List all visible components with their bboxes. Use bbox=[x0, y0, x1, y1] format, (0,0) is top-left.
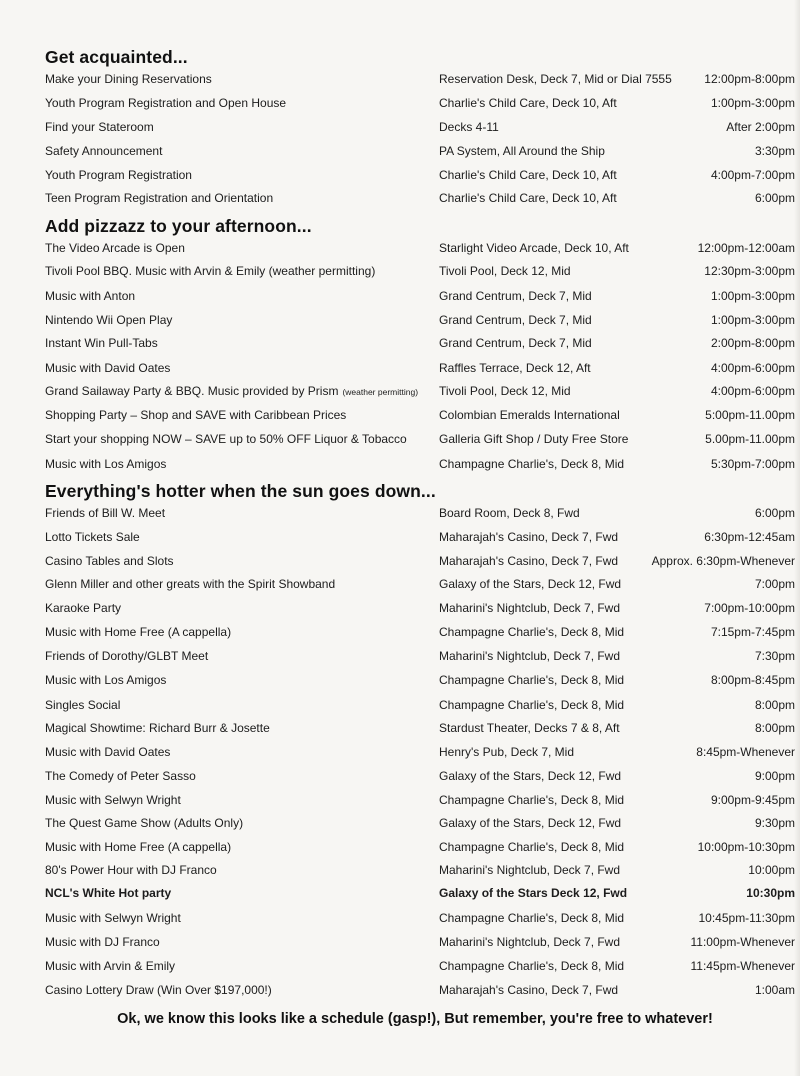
schedule-row bbox=[0, 336, 800, 358]
event-text: Nintendo Wii Open Play bbox=[45, 313, 173, 327]
schedule-row bbox=[0, 168, 800, 190]
event-time: 8:00pm-8:45pm bbox=[710, 673, 795, 687]
schedule-row bbox=[0, 745, 800, 767]
event-text: Casino Lottery Draw (Win Over $197,000!) bbox=[45, 983, 272, 997]
event-location: Starlight Video Arcade, Deck 10, Aft bbox=[439, 241, 629, 255]
schedule-row bbox=[0, 577, 800, 599]
event-name bbox=[45, 408, 346, 422]
schedule-row bbox=[0, 886, 800, 908]
schedule-row bbox=[0, 96, 800, 118]
event-name bbox=[45, 983, 272, 997]
event-time: 12:00pm-12:00am bbox=[697, 241, 795, 255]
event-location: Maharajah's Casino, Deck 7, Fwd bbox=[439, 530, 619, 544]
event-text: Lotto Tickets Sale bbox=[45, 530, 140, 544]
event-location: Galaxy of the Stars, Deck 12, Fwd bbox=[439, 577, 622, 591]
event-time: 6:00pm bbox=[754, 506, 795, 520]
event-name bbox=[45, 886, 171, 900]
schedule-row bbox=[0, 313, 800, 335]
schedule-row bbox=[0, 361, 800, 383]
event-location: Maharajah's Casino, Deck 7, Fwd bbox=[439, 983, 619, 997]
event-name bbox=[45, 457, 166, 471]
schedule-row bbox=[0, 144, 800, 166]
event-note: (weather permitting) bbox=[342, 387, 419, 397]
event-name bbox=[45, 289, 135, 303]
schedule-row bbox=[0, 554, 800, 576]
event-time: After 2:00pm bbox=[726, 120, 795, 134]
event-location: Champagne Charlie's, Deck 8, Mid bbox=[439, 457, 625, 471]
event-time: 11:00pm-Whenever bbox=[690, 935, 795, 949]
event-name bbox=[45, 336, 158, 350]
event-location: Grand Centrum, Deck 7, Mid bbox=[439, 336, 592, 350]
event-location: Grand Centrum, Deck 7, Mid bbox=[439, 313, 592, 327]
event-text: Music with Home Free (A cappella) bbox=[45, 625, 232, 639]
schedule-row bbox=[0, 721, 800, 743]
event-time: Approx. 6:30pm-Whenever bbox=[651, 554, 795, 568]
event-time: 5:00pm-11.00pm bbox=[705, 408, 795, 422]
event-name bbox=[45, 935, 160, 949]
event-text: Tivoli Pool BBQ. Music with Arvin & Emily (weather permitting) bbox=[45, 264, 376, 278]
schedule-row bbox=[0, 120, 800, 142]
schedule-row bbox=[0, 506, 800, 528]
event-text: Instant Win Pull-Tabs bbox=[45, 336, 158, 350]
event-text: Shopping Party – Shop and SAVE with Caribbean Prices bbox=[45, 408, 347, 422]
event-name bbox=[45, 384, 418, 398]
event-time: 1:00am bbox=[754, 983, 795, 997]
event-text: Music with Arvin & Emily bbox=[45, 959, 176, 973]
schedule-row bbox=[0, 384, 800, 406]
schedule-row bbox=[0, 241, 800, 263]
event-text: NCL's White Hot party bbox=[45, 886, 172, 900]
event-location: Champagne Charlie's, Deck 8, Mid bbox=[439, 625, 625, 639]
event-name bbox=[45, 432, 407, 446]
event-text: The Quest Game Show (Adults Only) bbox=[45, 816, 244, 830]
event-name bbox=[45, 649, 208, 663]
event-name bbox=[45, 698, 120, 712]
event-location: Champagne Charlie's, Deck 8, Mid bbox=[439, 673, 625, 687]
event-name bbox=[45, 625, 231, 639]
event-text: Music with Selwyn Wright bbox=[45, 911, 181, 925]
event-location: Galleria Gift Shop / Duty Free Store bbox=[439, 432, 629, 446]
event-location: Champagne Charlie's, Deck 8, Mid bbox=[439, 793, 625, 807]
event-text: The Comedy of Peter Sasso bbox=[45, 769, 196, 783]
event-time: 2:00pm-8:00pm bbox=[710, 336, 795, 350]
event-location: Charlie's Child Care, Deck 10, Aft bbox=[439, 191, 617, 205]
event-text: Make your Dining Reservations bbox=[45, 72, 212, 86]
event-name bbox=[45, 313, 172, 327]
event-location: Champagne Charlie's, Deck 8, Mid bbox=[439, 698, 625, 712]
event-time: 5:30pm-7:00pm bbox=[710, 457, 795, 471]
event-name bbox=[45, 264, 375, 278]
schedule-row bbox=[0, 264, 800, 286]
event-text: Friends of Bill W. Meet bbox=[45, 506, 166, 520]
event-location: Charlie's Child Care, Deck 10, Aft bbox=[439, 168, 617, 182]
event-time: 7:15pm-7:45pm bbox=[710, 625, 795, 639]
event-text: Music with David Oates bbox=[45, 361, 171, 375]
event-location: Charlie's Child Care, Deck 10, Aft bbox=[439, 96, 617, 110]
event-location: Henry's Pub, Deck 7, Mid bbox=[439, 745, 575, 759]
event-time: 7:00pm bbox=[754, 577, 795, 591]
event-time: 10:00pm-10:30pm bbox=[697, 840, 795, 854]
schedule-row bbox=[0, 959, 800, 981]
event-text: Singles Social bbox=[45, 698, 121, 712]
schedule-row bbox=[0, 769, 800, 791]
event-name bbox=[45, 601, 121, 615]
event-name bbox=[45, 769, 196, 783]
event-time: 9:00pm-9:45pm bbox=[710, 793, 795, 807]
event-text: Safety Announcement bbox=[45, 144, 163, 158]
event-name bbox=[45, 96, 286, 110]
event-text: Music with Home Free (A cappella) bbox=[45, 840, 232, 854]
event-location: Colombian Emeralds International bbox=[439, 408, 620, 422]
event-time: 5.00pm-11.00pm bbox=[705, 432, 795, 446]
schedule-row bbox=[0, 457, 800, 479]
schedule-row bbox=[0, 625, 800, 647]
event-location: Reservation Desk, Deck 7, Mid or Dial 7555 bbox=[439, 72, 672, 86]
schedule-row bbox=[0, 840, 800, 862]
event-text: Friends of Dorothy/GLBT Meet bbox=[45, 649, 209, 663]
event-time: 6:30pm-12:45am bbox=[704, 530, 795, 544]
event-name bbox=[45, 361, 170, 375]
event-location: Champagne Charlie's, Deck 8, Mid bbox=[439, 959, 625, 973]
event-time: 1:00pm-3:00pm bbox=[710, 96, 795, 110]
event-name bbox=[45, 673, 166, 687]
schedule-row bbox=[0, 289, 800, 311]
event-name bbox=[45, 840, 231, 854]
event-name bbox=[45, 816, 243, 830]
schedule-row bbox=[0, 911, 800, 933]
event-text: Casino Tables and Slots bbox=[45, 554, 174, 568]
event-text: Music with Anton bbox=[45, 289, 136, 303]
schedule-row bbox=[0, 793, 800, 815]
event-text: Find your Stateroom bbox=[45, 120, 154, 134]
event-time: 1:00pm-3:00pm bbox=[710, 313, 795, 327]
event-time: 10:30pm bbox=[746, 886, 795, 900]
event-location: Tivoli Pool, Deck 12, Mid bbox=[439, 264, 571, 278]
event-time: 10:45pm-11:30pm bbox=[698, 911, 795, 925]
event-name bbox=[45, 793, 181, 807]
event-text: Teen Program Registration and Orientation bbox=[45, 191, 274, 205]
section-title: Get acquainted... bbox=[45, 47, 188, 67]
event-location: Maharini's Nightclub, Deck 7, Fwd bbox=[439, 935, 621, 949]
event-time: 8:00pm bbox=[754, 698, 795, 712]
event-name bbox=[45, 721, 270, 735]
event-location: PA System, All Around the Ship bbox=[439, 144, 605, 158]
event-location: Galaxy of the Stars, Deck 12, Fwd bbox=[439, 816, 622, 830]
schedule-row bbox=[0, 698, 800, 720]
event-text: Music with Los Amigos bbox=[45, 457, 167, 471]
schedule-row bbox=[0, 935, 800, 957]
event-time: 12:00pm-8:00pm bbox=[704, 72, 795, 86]
event-name bbox=[45, 745, 170, 759]
event-location: Champagne Charlie's, Deck 8, Mid bbox=[439, 911, 625, 925]
event-text: Music with David Oates bbox=[45, 745, 171, 759]
event-name bbox=[45, 554, 174, 568]
event-time: 4:00pm-6:00pm bbox=[710, 361, 795, 375]
event-text: Grand Sailaway Party & BBQ. Music provided by Prism bbox=[45, 384, 339, 398]
event-time: 9:00pm bbox=[754, 769, 795, 783]
event-time: 8:45pm-Whenever bbox=[696, 745, 795, 759]
event-time: 9:30pm bbox=[754, 816, 795, 830]
event-text: Youth Program Registration and Open House bbox=[45, 96, 287, 110]
event-location: Champagne Charlie's, Deck 8, Mid bbox=[439, 840, 625, 854]
event-name bbox=[45, 530, 140, 544]
event-time: 6:00pm bbox=[754, 191, 795, 205]
schedule-row bbox=[0, 673, 800, 695]
event-text: 80's Power Hour with DJ Franco bbox=[45, 863, 217, 877]
event-name bbox=[45, 144, 162, 158]
schedule-row bbox=[0, 649, 800, 671]
event-text: Music with Selwyn Wright bbox=[45, 793, 181, 807]
event-text: The Video Arcade is Open bbox=[45, 241, 185, 255]
event-text: Glenn Miller and other greats with the Spirit Showband bbox=[45, 577, 336, 591]
event-name bbox=[45, 168, 192, 182]
schedule-row bbox=[0, 816, 800, 838]
event-time: 8:00pm bbox=[754, 721, 795, 735]
event-name bbox=[45, 120, 154, 134]
event-location: Stardust Theater, Decks 7 & 8, Aft bbox=[439, 721, 620, 735]
event-time: 1:00pm-3:00pm bbox=[710, 289, 795, 303]
event-location: Maharini's Nightclub, Deck 7, Fwd bbox=[439, 601, 621, 615]
event-time: 10:00pm bbox=[748, 863, 795, 877]
event-time: 4:00pm-6:00pm bbox=[710, 384, 795, 398]
event-text: Magical Showtime: Richard Burr & Josette bbox=[45, 721, 270, 735]
schedule-row bbox=[0, 408, 800, 430]
schedule-row bbox=[0, 983, 800, 1005]
event-location: Maharajah's Casino, Deck 7, Fwd bbox=[439, 554, 619, 568]
event-text: Youth Program Registration bbox=[45, 168, 192, 182]
event-name bbox=[45, 241, 185, 255]
event-time: 11:45pm-Whenever bbox=[690, 959, 795, 973]
schedule-row bbox=[0, 601, 800, 623]
event-time: 7:00pm-10:00pm bbox=[704, 601, 795, 615]
event-name bbox=[45, 72, 212, 86]
event-location: Maharini's Nightclub, Deck 7, Fwd bbox=[439, 649, 621, 663]
event-name bbox=[45, 959, 175, 973]
event-text: Karaoke Party bbox=[45, 601, 122, 615]
footer-note: Ok, we know this looks like a schedule (gasp!), But remember, you're free to whatever! bbox=[117, 1011, 713, 1027]
event-location: Galaxy of the Stars Deck 12, Fwd bbox=[439, 886, 628, 900]
section-title: Everything's hotter when the sun goes down... bbox=[45, 481, 436, 501]
event-location: Grand Centrum, Deck 7, Mid bbox=[439, 289, 592, 303]
event-location: Tivoli Pool, Deck 12, Mid bbox=[439, 384, 571, 398]
schedule-row bbox=[0, 530, 800, 552]
schedule-row bbox=[0, 863, 800, 885]
event-location: Galaxy of the Stars, Deck 12, Fwd bbox=[439, 769, 622, 783]
event-text: Music with DJ Franco bbox=[45, 935, 160, 949]
event-time: 3:30pm bbox=[754, 144, 795, 158]
event-name bbox=[45, 191, 273, 205]
event-time: 7:30pm bbox=[754, 649, 795, 663]
schedule-row bbox=[0, 191, 800, 213]
section-title: Add pizzazz to your afternoon... bbox=[45, 216, 312, 236]
event-name bbox=[45, 863, 217, 877]
event-location: Decks 4-11 bbox=[439, 120, 499, 134]
event-location: Raffles Terrace, Deck 12, Aft bbox=[439, 361, 591, 375]
event-text: Music with Los Amigos bbox=[45, 673, 167, 687]
event-location: Maharini's Nightclub, Deck 7, Fwd bbox=[439, 863, 621, 877]
event-time: 4:00pm-7:00pm bbox=[710, 168, 795, 182]
event-name bbox=[45, 506, 165, 520]
event-text: Start your shopping NOW – SAVE up to 50% OFF Liquor & Tobacco bbox=[45, 432, 407, 446]
event-time: 12:30pm-3:00pm bbox=[704, 264, 795, 278]
schedule-row bbox=[0, 432, 800, 454]
event-name bbox=[45, 911, 181, 925]
event-location: Board Room, Deck 8, Fwd bbox=[439, 506, 580, 520]
event-name bbox=[45, 577, 335, 591]
schedule-row bbox=[0, 72, 800, 94]
